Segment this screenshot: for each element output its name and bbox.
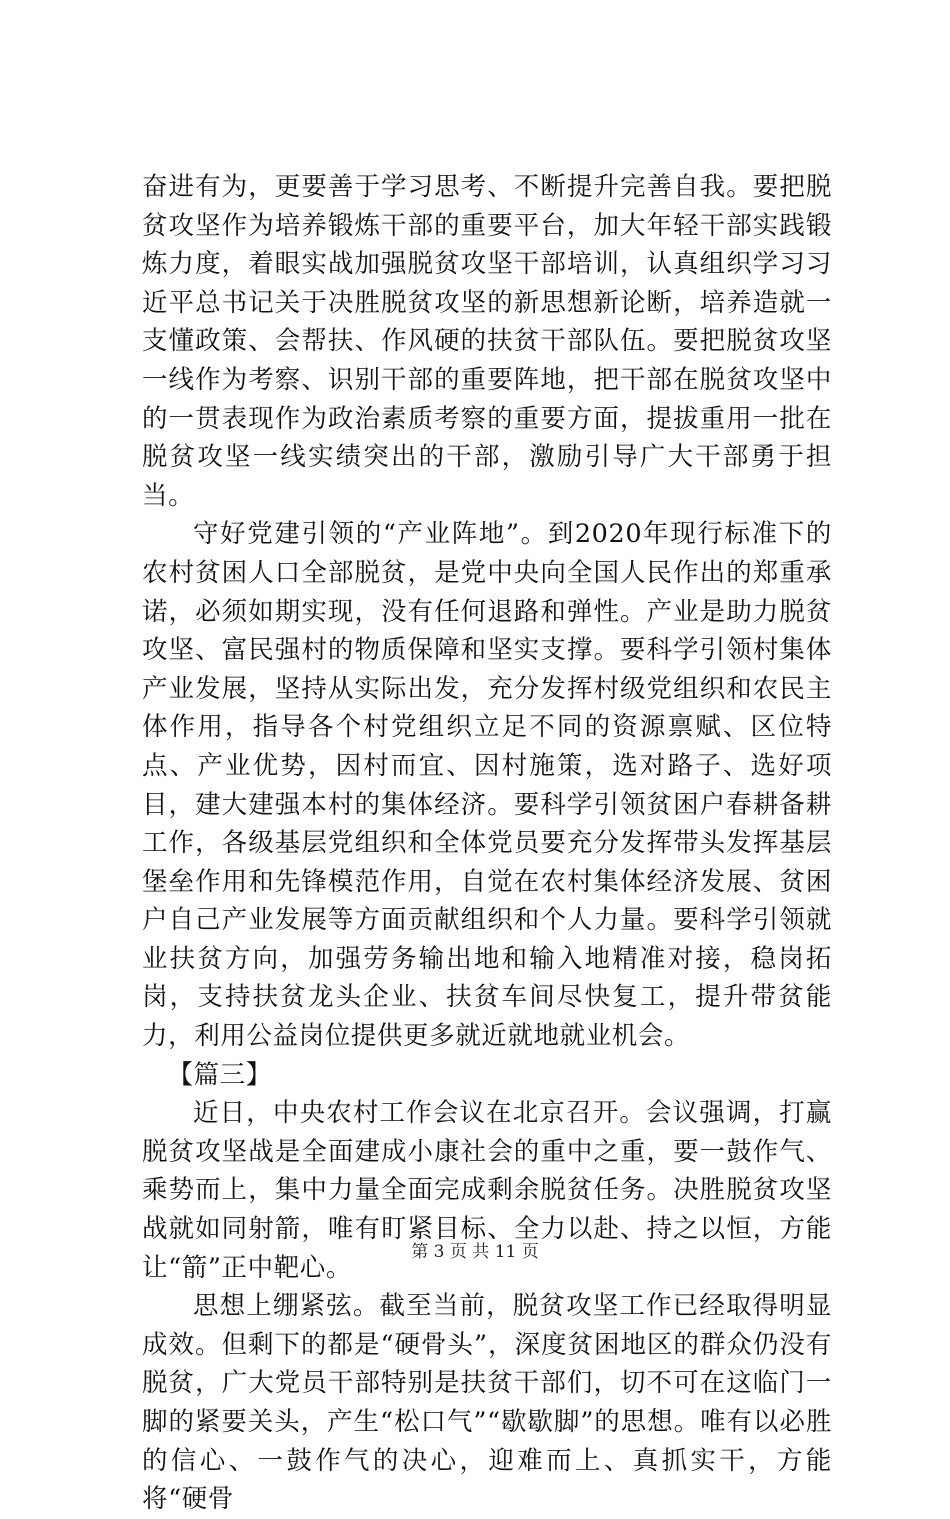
section-heading: 【篇三】 [167,1059,272,1090]
paragraph-rural-conference: 近日，中央农村工作会议在北京召开。会议强调，打赢脱贫攻坚战是全面建成小康社会的重中之重，要一鼓作气、乘势而上，集中力量全面完成剩余脱贫任务。决胜脱贫攻坚战就如同射箭，唯有盯紧目标、全力以赴、持之以恒，方能让“箭”正中靶心。 [142,1098,832,1283]
paragraph-continuation: 奋进有为，更要善于学习思考、不断提升完善自我。要把脱贫攻坚作为培养锻炼干部的重要平台，加大年轻干部实践锻炼力度，着眼实战加强脱贫攻坚干部培训，认真组织学习习近平总书记关于决胜脱贫攻坚的新思想新论断，培养造就一支懂政策、会帮扶、作风硬的扶贫干部队伍。要把脱贫攻坚一线作为考察、识别干部的重要阵地，把干部在脱贫攻坚中的一贯表现作为政治素质考察的重要方面，提拔重用一批在脱贫攻坚一线实绩突出的干部，激励引导广大干部勇于担当。 [142,172,832,511]
paragraph-mindset: 思想上绷紧弦。截至当前，脱贫攻坚工作已经取得明显成效。但剩下的都是“硬骨头”，深度贫困地区的群众仍没有脱贫，广大党员干部特别是扶贫干部们，切不可在这临门一脚的紧要关头，产生“松口气”“歇歇脚”的思想。唯有以必胜的信心、一鼓作气的决心，迎难而上、真抓实干，方能将“硬骨 [142,1291,832,1515]
document-body [142,168,832,1519]
page-number-footer: 第 3 页 共 11 页 [411,1242,539,1262]
paragraph-industry-front: 守好党建引领的“产业阵地”。到2020年现行标准下的农村贫困人口全部脱贫，是党中央向全国人民作出的郑重承诺，必须如期实现，没有任何退路和弹性。产业是助力脱贫攻坚、富民强村的物质保障和坚实支撑。要科学引领村集体产业发展，坚持从实际出发，充分发挥村级党组织和农民主体作用，指导各个村党组织立足不同的资源禀赋、区位特点、产业优势，因村而宜、因村施策，选对路子、选好项目，建大建强本村的集体经济。要科学引领贫困户春耕备耕工作，各级基层党组织和全体党员要充分发挥带头发挥基层堡垒作用和先锋模范作用，自觉在农村集体经济发展、贫困户自己产业发展等方面贡献组织和个人力量。要科学引领就业扶贫方向，加强劳务输出地和输入地精准对接，稳岗拓岗，支持扶贫龙头企业、扶贫车间尽快复工，提升带贫能力，利用公益岗位提供更多就近就地就业机会。 [142,519,832,1052]
